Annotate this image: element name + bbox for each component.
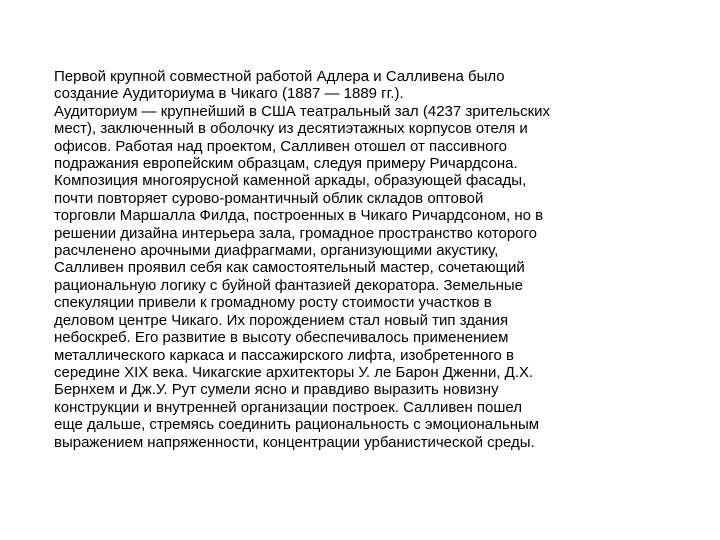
text-line: создание Аудиториума в Чикаго (1887 — 1889 гг.). [54,85,404,103]
text-line: расчленено арочными диафрагмами, организующими акустику, [54,242,499,260]
text-line: небоскреб. Его развитие в высоту обеспечивалось применением [54,329,509,347]
text-line: офисов. Работая над проектом, Салливен отошел от пассивного [54,137,507,155]
text-line: середине XIX века. Чикагские архитекторы У. ле Барон Дженни, Д.Х. [54,363,534,381]
text-line: деловом центре Чикаго. Их порождением стал новый тип здания [54,311,509,329]
text-line: еще дальше, стремясь соединить рациональность с эмоциональным [54,416,540,434]
text-line: торговли Маршалла Филда, построенных в Чикаго Ричардсоном, но в [54,207,544,225]
text-line: Бернхем и Дж.У. Рут сумели ясно и правдиво выразить новизну [54,381,499,399]
paragraph-2 [54,103,674,451]
text-line: Салливен проявил себя как самостоятельный мастер, сочетающий [54,259,525,277]
text-line: Первой крупной совместной работой Адлера и Салливена было [54,68,505,85]
text-line: Композиция многоярусной каменной аркады, образующей фасады, [54,172,527,190]
paragraph-1 [54,68,674,103]
text-line: конструкции и внутренней организации построек. Салливен пошел [54,398,523,416]
body-text [54,68,674,451]
text-line: Аудиториум — крупнейший в США театральный зал (4237 зрительских [54,102,551,120]
text-line: решении дизайна интерьера зала, громадное пространство которого [54,224,537,242]
text-line: металлического каркаса и пассажирского лифта, изобретенного в [54,346,514,364]
text-line: рациональную логику с буйной фантазией декоратора. Земельные [54,276,523,294]
text-line: мест), заключенный в оболочку из десятиэтажных корпусов отеля и [54,120,528,138]
text-line: подражания европейским образцам, следуя примеру Ричардсона. [54,155,518,173]
text-line: почти повторяет сурово-романтичный облик складов оптовой [54,189,484,207]
text-line: выражением напряженности, концентрации урбанистической среды. [54,433,535,451]
text-line: спекуляции привели к громадному росту стоимости участков в [54,294,492,312]
